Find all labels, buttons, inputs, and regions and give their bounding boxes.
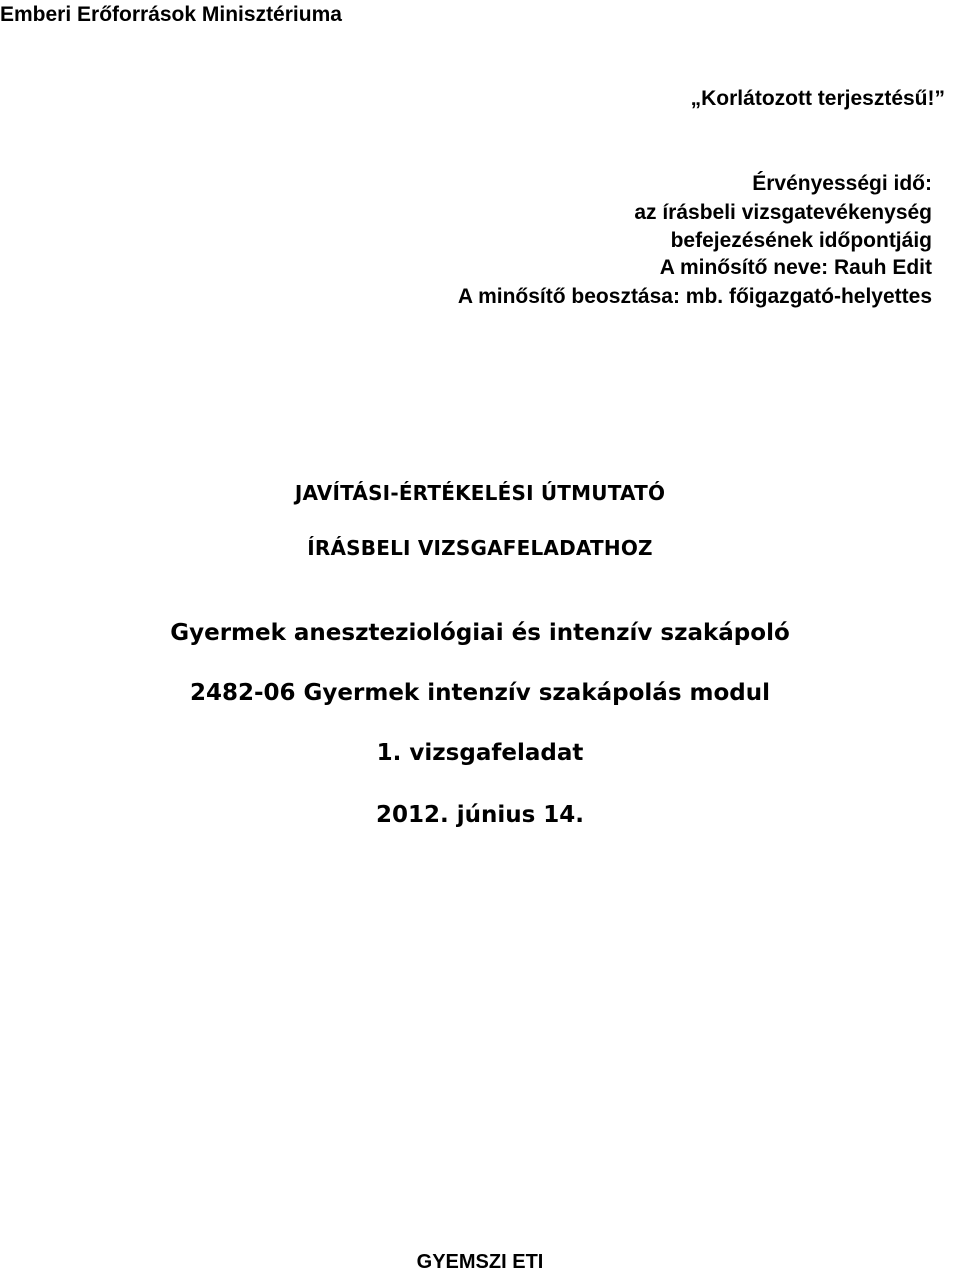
exam-task: 1. vizsgafeladat	[376, 740, 584, 766]
guide-title: JAVÍTÁSI-ÉRTÉKELÉSI ÚTMUTATÓ	[294, 481, 666, 505]
validity-line-2: az írásbeli vizsgatevékenység	[634, 201, 932, 224]
guide-subtitle: ÍRÁSBELI VIZSGAFELADATHOZ	[307, 536, 653, 560]
validity-line-3: befejezésének időpontjáig	[670, 229, 932, 252]
exam-date: 2012. június 14.	[375, 802, 585, 828]
ministry-name: Emberi Erőforrások Minisztériuma	[0, 3, 342, 26]
qualifier-position: A minősítő beosztása: mb. főigazgató-helyettes	[457, 285, 932, 308]
module-title: 2482-06 Gyermek intenzív szakápolás modul	[189, 680, 771, 706]
validity-line-1: Érvényességi idő:	[752, 172, 932, 195]
profession-title: Gyermek aneszteziológiai és intenzív szakápoló	[170, 620, 790, 646]
footer-institution: GYEMSZI ETI	[416, 1251, 544, 1273]
qualifier-name: A minősítő neve: Rauh Edit	[659, 256, 932, 279]
restricted-distribution-notice: „Korlátozott terjesztésű!”	[690, 87, 945, 110]
